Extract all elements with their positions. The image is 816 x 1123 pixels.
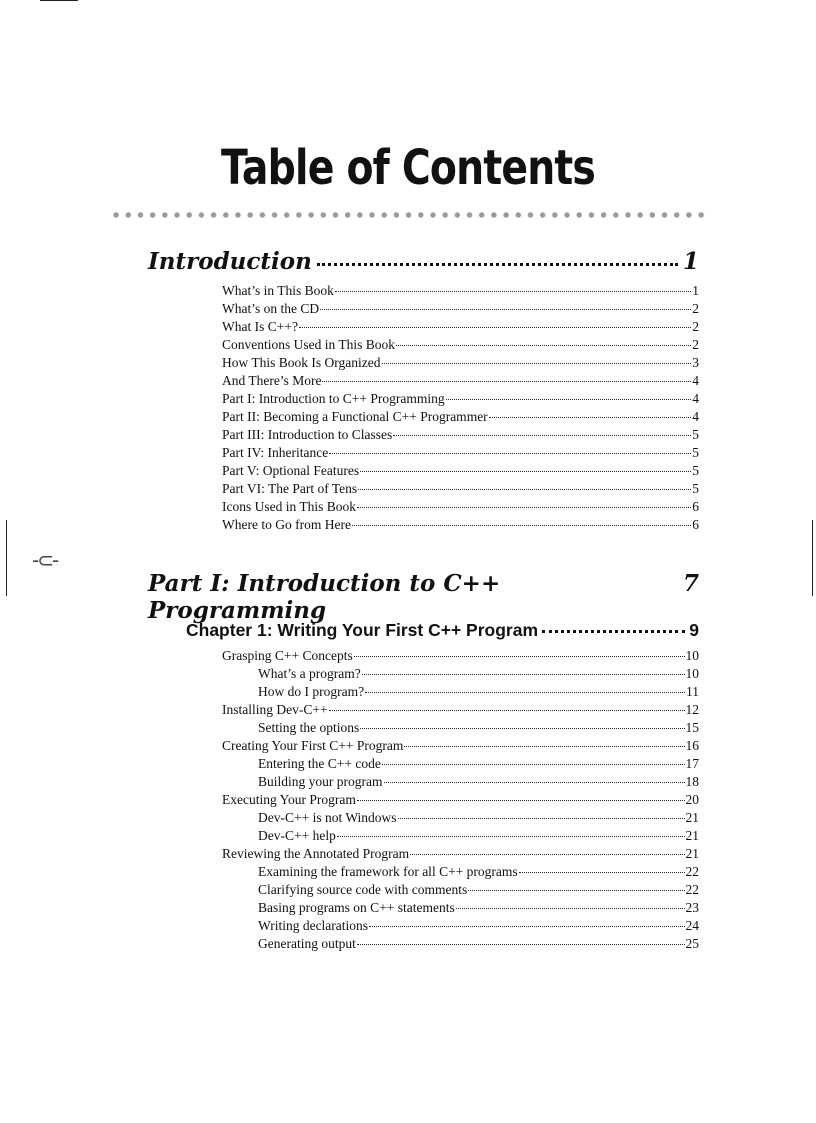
registration-mark-icon: -⊂-: [32, 548, 58, 572]
toc-entry[interactable]: Where to Go from Here 6: [222, 517, 699, 532]
toc-subentry[interactable]: Building your program 18: [258, 774, 699, 789]
introduction-heading: Introduction: [148, 248, 312, 275]
toc-entry[interactable]: How This Book Is Organized 3: [222, 355, 699, 370]
toc-subentry[interactable]: Examining the framework for all C++ programs 22: [258, 864, 699, 879]
toc-entry[interactable]: Creating Your First C++ Program 16: [222, 738, 699, 753]
toc-entry[interactable]: Executing Your Program 20: [222, 792, 699, 807]
toc-subentry[interactable]: What’s a program? 10: [258, 666, 699, 681]
toc-subentry[interactable]: Dev-C++ is not Windows 21: [258, 810, 699, 825]
toc-entry[interactable]: Part IV: Inheritance 5: [222, 445, 699, 460]
toc-entry[interactable]: Conventions Used in This Book 2: [222, 337, 699, 352]
introduction-page: 1: [682, 248, 699, 275]
toc-heading-introduction[interactable]: [148, 248, 699, 275]
toc-entry[interactable]: Reviewing the Annotated Program 21: [222, 846, 699, 861]
toc-entry[interactable]: Part I: Introduction to C++ Programming 4: [222, 391, 699, 406]
toc-entry[interactable]: What’s on the CD 2: [222, 301, 699, 316]
toc-subentry[interactable]: Dev-C++ help 21: [258, 828, 699, 843]
crop-mark-left: [6, 520, 7, 596]
page-title: Table of Contents: [220, 140, 596, 196]
decorative-dot-rule: [110, 209, 708, 221]
toc-subentry[interactable]: Basing programs on C++ statements 23: [258, 900, 699, 915]
toc-subentry[interactable]: Clarifying source code with comments 22: [258, 882, 699, 897]
chapter-1-heading: Chapter 1: Writing Your First C++ Program: [186, 620, 539, 640]
part-1-page: 7: [682, 570, 699, 597]
toc-entry[interactable]: And There’s More 4: [222, 373, 699, 388]
toc-subentry[interactable]: Generating output 25: [258, 936, 699, 951]
toc-entry[interactable]: Icons Used in This Book 6: [222, 499, 699, 514]
toc-entry[interactable]: Part II: Becoming a Functional C++ Programmer 4: [222, 409, 699, 424]
toc-subentry[interactable]: Writing declarations 24: [258, 918, 699, 933]
introduction-entries: [222, 282, 699, 534]
dot-leader: [317, 263, 678, 266]
crop-mark-right: [812, 520, 813, 596]
chapter-1-entries: [222, 647, 699, 953]
toc-entry[interactable]: Part VI: The Part of Tens 5: [222, 481, 699, 496]
toc-entry[interactable]: Part III: Introduction to Classes 5: [222, 427, 699, 442]
part-1-heading: Part I: Introduction to C++ Programming: [148, 570, 501, 624]
toc-subentry[interactable]: Setting the options 15: [258, 720, 699, 735]
toc-entry[interactable]: What Is C++? 2: [222, 319, 699, 334]
toc-entry[interactable]: Part V: Optional Features 5: [222, 463, 699, 478]
toc-entry[interactable]: What’s in This Book 1: [222, 283, 699, 298]
chapter-1-page: 9: [689, 620, 699, 640]
toc-entry[interactable]: Installing Dev-C++ 12: [222, 702, 699, 717]
toc-heading-part-1[interactable]: [148, 570, 699, 624]
toc-subentry[interactable]: Entering the C++ code 17: [258, 756, 699, 771]
dot-leader: [542, 630, 685, 633]
toc-entry[interactable]: Grasping C++ Concepts 10: [222, 648, 699, 663]
crop-mark-top: [40, 0, 78, 1]
toc-subentry[interactable]: How do I program? 11: [258, 684, 699, 699]
toc-heading-chapter-1[interactable]: [186, 620, 699, 641]
